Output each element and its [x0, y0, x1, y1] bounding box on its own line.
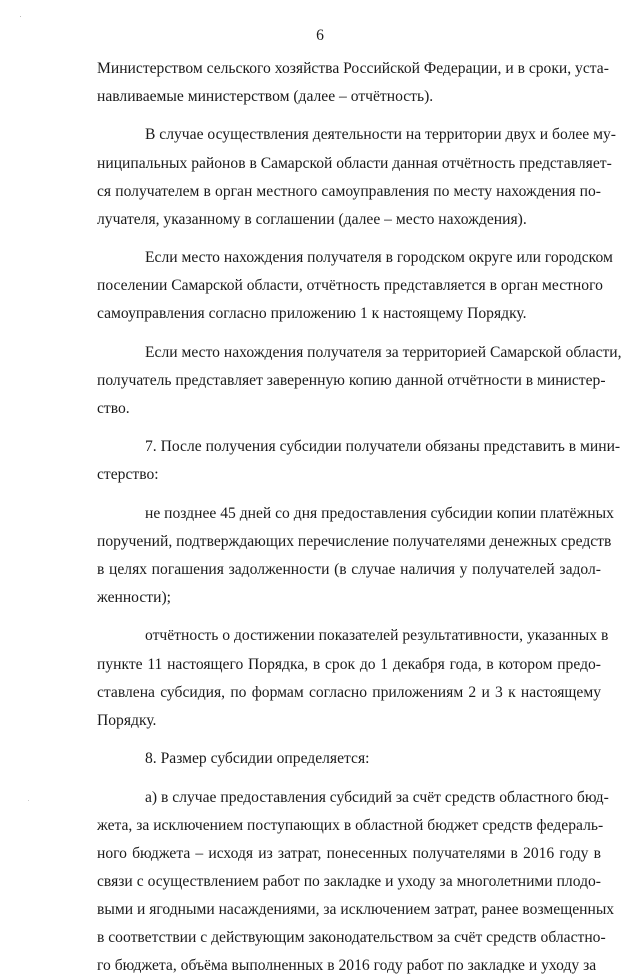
text-line: получатель представляет заверенную копию данной отчётности в министер- — [97, 371, 606, 389]
text-line: ся получателем в орган местного самоуправления по месту нахождения по- — [97, 182, 601, 200]
scan-speck — [20, 16, 21, 17]
text-line: жета, за исключением поступающих в областной бюджет средств федераль- — [97, 816, 604, 834]
text-line: 7. После получения субсидии получатели обязаны представить в мини- — [145, 438, 621, 456]
page-number: 6 — [316, 27, 324, 44]
scan-speck — [28, 800, 29, 801]
text-line: ство. — [97, 399, 130, 417]
text-line: Министерством сельского хозяйства Российской Федерации, и в сроки, уста- — [97, 60, 609, 77]
text-line: ниципальных районов в Самарской области данная отчётность представляет- — [97, 154, 612, 172]
paragraph — [97, 244, 613, 328]
text-line: выми и ягодными насаждениями, за исключением затрат, ранее возмещенных — [97, 900, 615, 918]
paragraph — [97, 433, 621, 489]
text-line: ного бюджета – исходя из затрат, понесенных получателями в 2016 году в — [97, 844, 601, 862]
paragraph — [97, 784, 615, 980]
paragraph — [97, 121, 616, 233]
text-line: В случае осуществления деятельности на территории двух и более му- — [145, 126, 616, 144]
text-line: Если место нахождения получателя в городском округе или городском — [145, 249, 613, 267]
paragraph-gap — [97, 735, 601, 745]
paragraph — [97, 500, 614, 612]
text-line: ставлена субсидия, по формам согласно приложениям 2 и 3 к настоящему — [97, 683, 601, 701]
paragraph-gap — [97, 328, 601, 338]
text-line: стерство: — [97, 466, 159, 484]
text-line: отчётность о достижении показателей результативности, указанных в — [145, 627, 609, 645]
text-line: Если место нахождения получателя за территорией Самарской области, — [145, 343, 622, 361]
text-line: поручений, подтверждающих перечисление получателями денежных средств — [97, 532, 612, 550]
text-line: 8. Размер субсидии определяется: — [145, 750, 370, 768]
text-line: поселении Самарской области, отчётность представляется в орган местного — [97, 277, 603, 295]
paragraph — [97, 339, 622, 423]
text-line: навливаемые министерством (далее – отчётность). — [97, 88, 434, 106]
text-line: в соответствии с действующим законодательством за счёт средств областно- — [97, 929, 606, 946]
paragraph-gap — [97, 773, 601, 783]
text-line: не позднее 45 дней со дня предоставления субсидии копии платёжных — [145, 504, 614, 522]
text-line: женности); — [97, 589, 171, 607]
text-line: Порядку. — [97, 711, 157, 729]
paragraph — [97, 745, 601, 773]
text-line: самоуправления согласно приложению 1 к настоящему Порядку. — [97, 305, 527, 323]
paragraph-gap — [97, 111, 601, 121]
text-line: связи с осуществлением работ по закладке и уходу за многолетними плодо- — [97, 872, 601, 890]
document-body — [97, 55, 622, 980]
text-line: лучателя, указанному в соглашении (далее – место нахождения). — [97, 210, 527, 228]
text-line: а) в случае предоставления субсидий за счёт средств областного бюд- — [145, 788, 609, 806]
paragraph — [97, 55, 609, 111]
paragraph-gap — [97, 490, 601, 500]
paragraph-gap — [97, 612, 601, 622]
text-line: го бюджета, объёма выполненных в 2016 году работ по закладке и уходу за — [97, 957, 597, 975]
paragraph-gap — [97, 234, 601, 244]
text-line: пункте 11 настоящего Порядка, в срок до 1 декабря года, в котором предо- — [97, 655, 601, 673]
text-line: в целях погашения задолженности (в случае наличия у получателей задол- — [97, 560, 601, 578]
paragraph — [97, 622, 609, 734]
paragraph-gap — [97, 423, 601, 433]
